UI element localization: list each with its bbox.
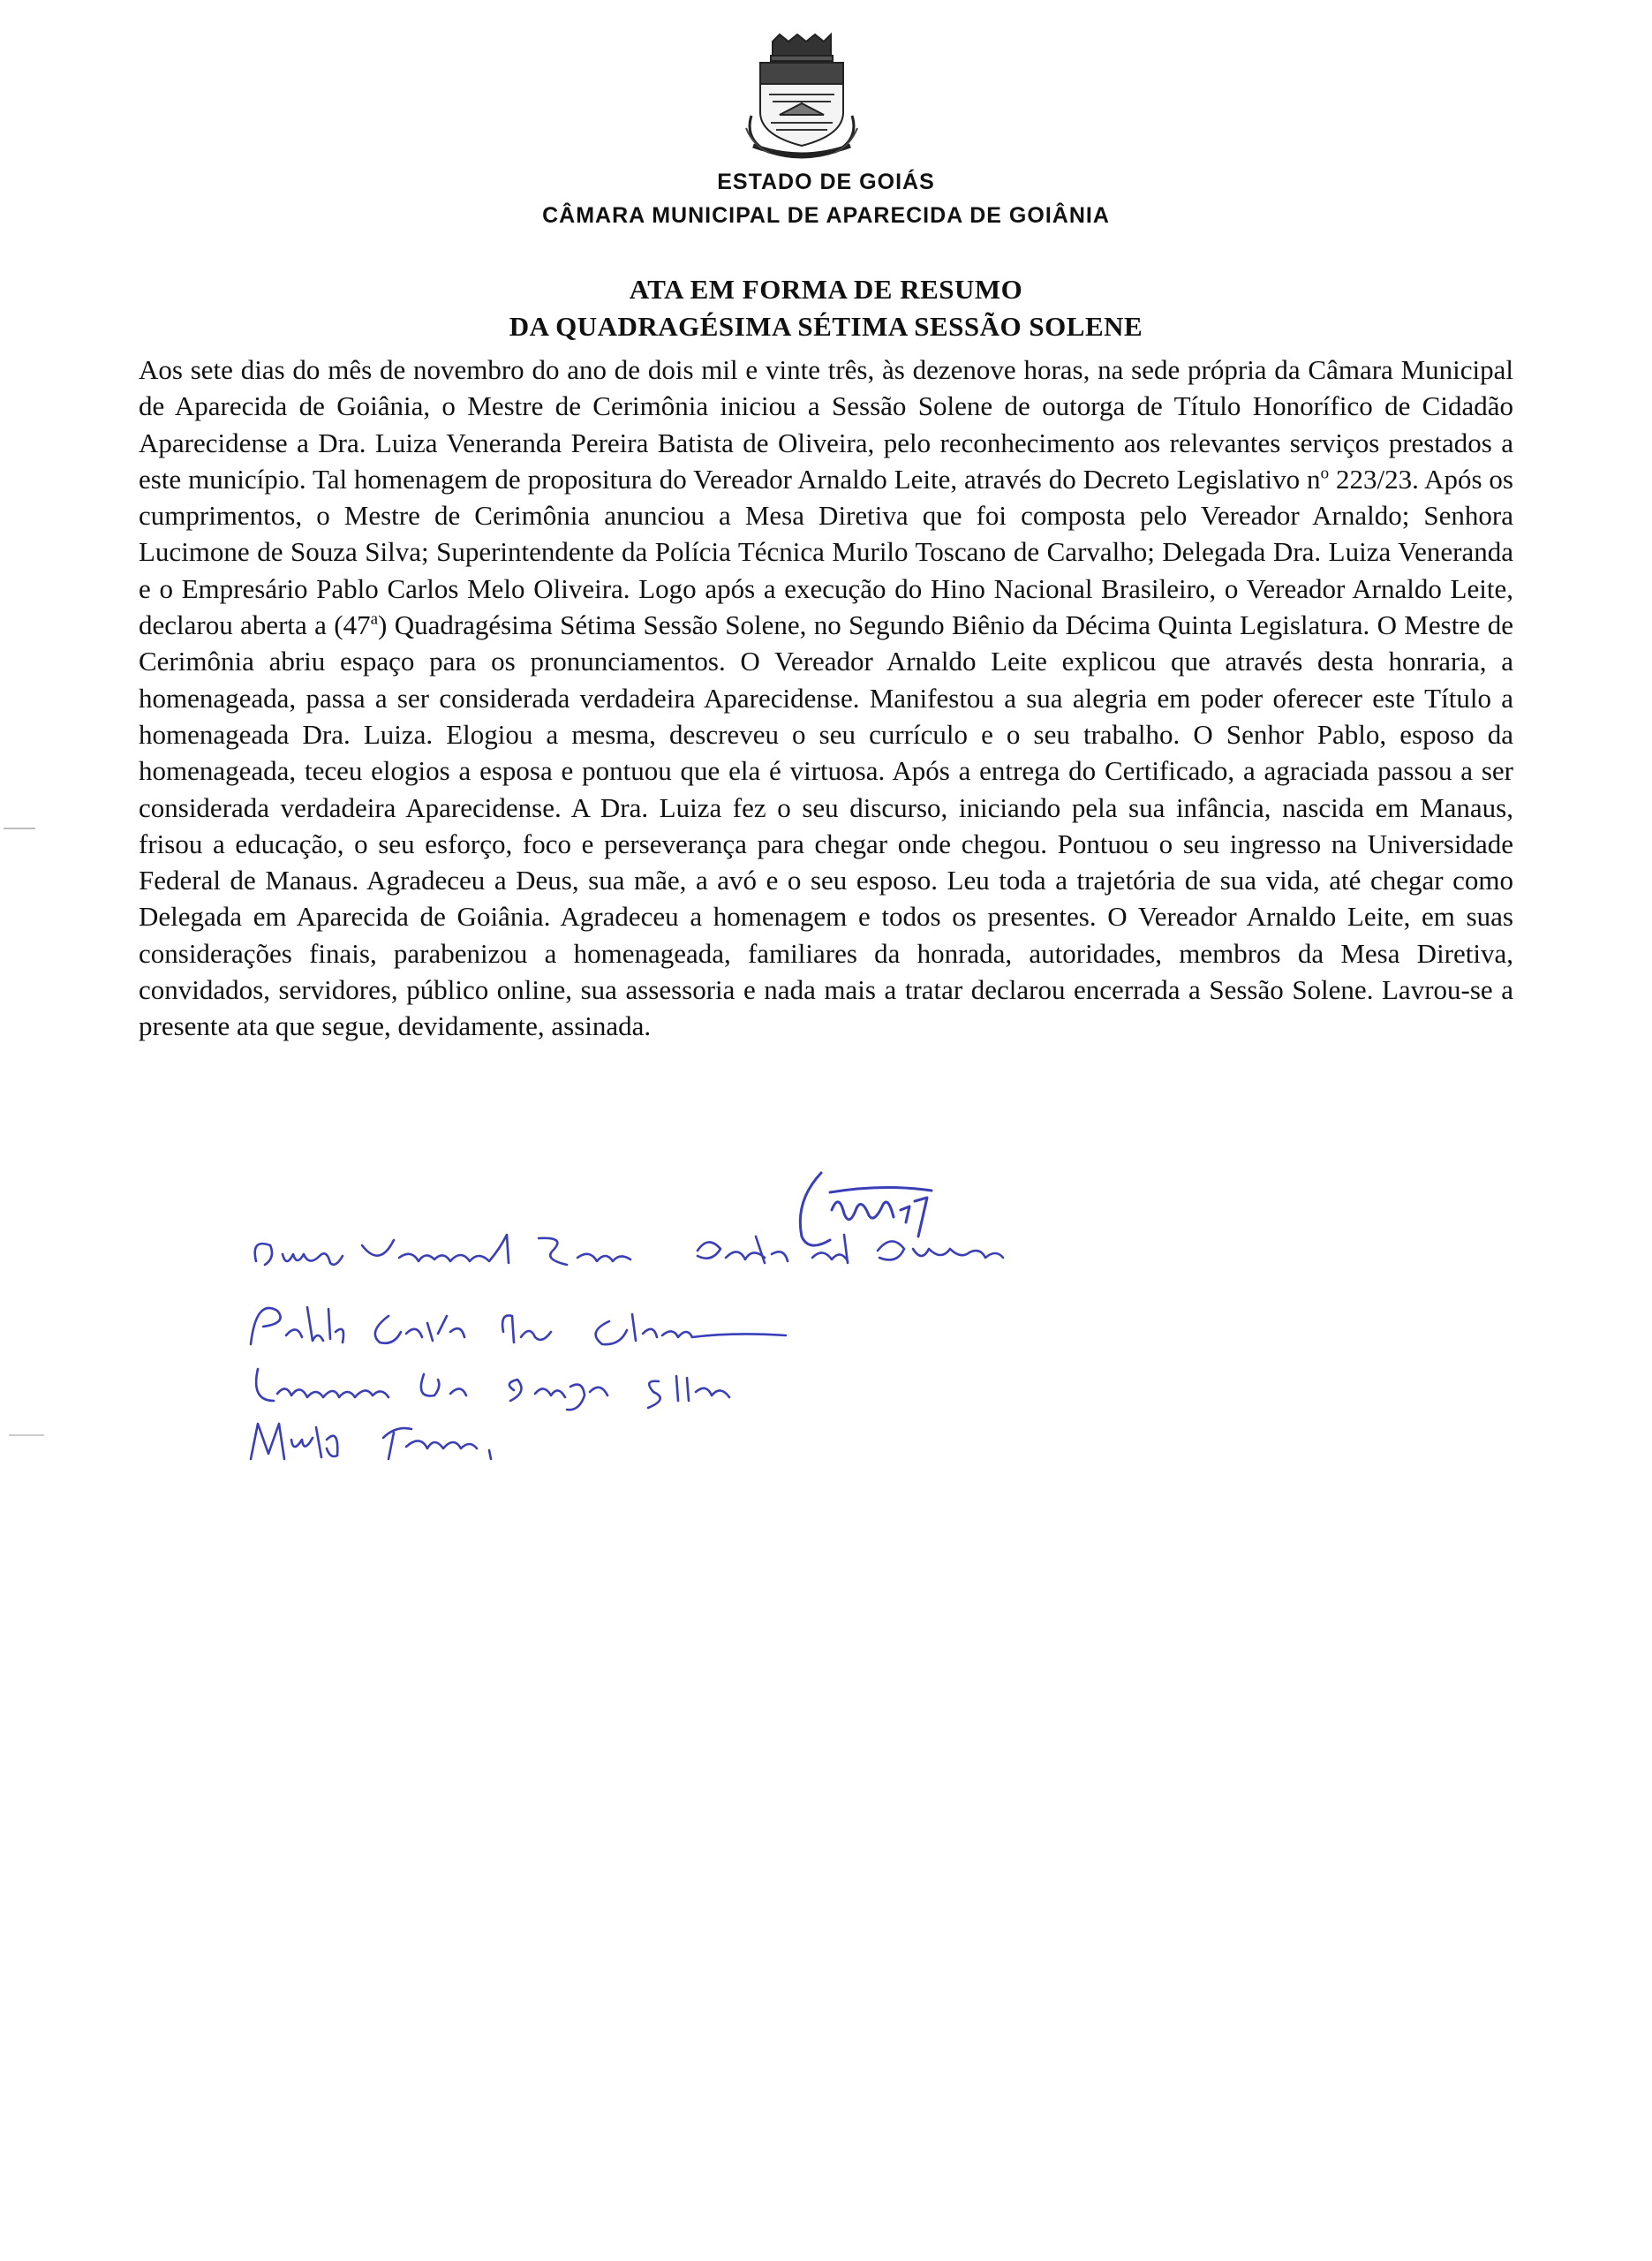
session-number-superscript: a (370, 609, 379, 629)
chamber-name: CÂMARA MUNICIPAL DE APARECIDA DE GOIÂNIA (542, 203, 1110, 228)
decree-number-superscript: o (1320, 464, 1330, 483)
document-subtitle: DA QUADRAGÉSIMA SÉTIMA SESSÃO SOLENE (509, 311, 1143, 342)
state-name: ESTADO DE GOIÁS (717, 170, 935, 194)
minutes-body (139, 352, 1513, 1045)
minutes-text-part-1: Aos sete dias do mês de novembro do ano de dois mil e vinte três, às dezenove horas, na sede própria da Câmara Municipal de Aparecida de Goiânia, o Mestre de Cerimônia iniciou a Sessão Solene de outorga de Título Honorífico de Cidadão Aparecidense a Dra. Luiza Veneranda Pereira Batista de Oliveira, pelo reconhecimento aos relevantes serviços prestados a este município. Tal homenagem de propositura do Vereador Arnaldo Leite, através do Decreto Legislativo n (139, 354, 1513, 495)
signature-pablo-carlos (251, 1307, 786, 1344)
municipal-coat-of-arms-icon (727, 31, 877, 163)
minutes-text-part-2: 223/23. Após os cumprimentos, o Mestre de Cerimônia anunciou a Mesa Diretiva que foi composta pelo Vereador Arnaldo; Senhora Lucimone de Souza Silva; Superintendente da Polícia Técnica Murilo Toscano de Carvalho; Delegada Dra. Luiza Veneranda e o Empresário Pablo Carlos Melo Oliveira. Logo após a execução do Hino Nacional Brasileiro, o Vereador Arnaldo Leite, declarou aberta a (47 (139, 463, 1513, 641)
scan-artifact (0, 1433, 53, 1438)
document-title: ATA EM FORMA DE RESUMO (629, 274, 1023, 305)
attendee-signatures (238, 1228, 1121, 1475)
scan-artifact (0, 826, 53, 831)
signature-murilo-toscano (251, 1424, 491, 1459)
minutes-text-part-3: ) Quadragésima Sétima Sessão Solene, no Segundo Biênio da Décima Quinta Legislatura. O Mestre de Cerimônia abriu espaço para os pronunciamentos. O Vereador Arnaldo Leite explicou que através desta honraria, a homenageada, passa a ser considerada verdadeira Aparecidense. Manifestou a sua alegria em poder oferecer este Título a homenageada Dra. Luiza. Elogiou a mesma, descreveu o seu currículo e o seu trabalho. O Senhor Pablo, esposo da homenageada, teceu elogios a esposa e pontuou que ela é virtuosa. Após a entrega do Certificado, a agraciada passou a ser considerada verdadeira Aparecidense. A Dra. Luiza fez o seu discurso, iniciando pela sua infância, nascida em Manaus, frisou a educação, o seu esforço, foco e perseverança para chegar onde chegou. Pontuou o seu ingresso na Universidade Federal de Manaus. Agradeceu a Deus, sua mãe, a avó e o seu esposo. Leu toda a trajetória de sua vida, até chegar como Delegada em Aparecida de Goiânia. Agradeceu a homenagem e todos os presentes. O Vereador Arnaldo Leite, em suas considerações finais, parabenizou a homenageada, familiares da honrada, autoridades, membros da Mesa Diretiva, convidados, servidores, público online, sua assessoria e nada mais a tratar declarou encerrada a Sessão Solene. Lavrou-se a presente ata que segue, devidamente, assinada. (139, 609, 1514, 1042)
signature-lucimone-souza (256, 1369, 729, 1410)
signature-luiza-veneranda (255, 1235, 1003, 1265)
